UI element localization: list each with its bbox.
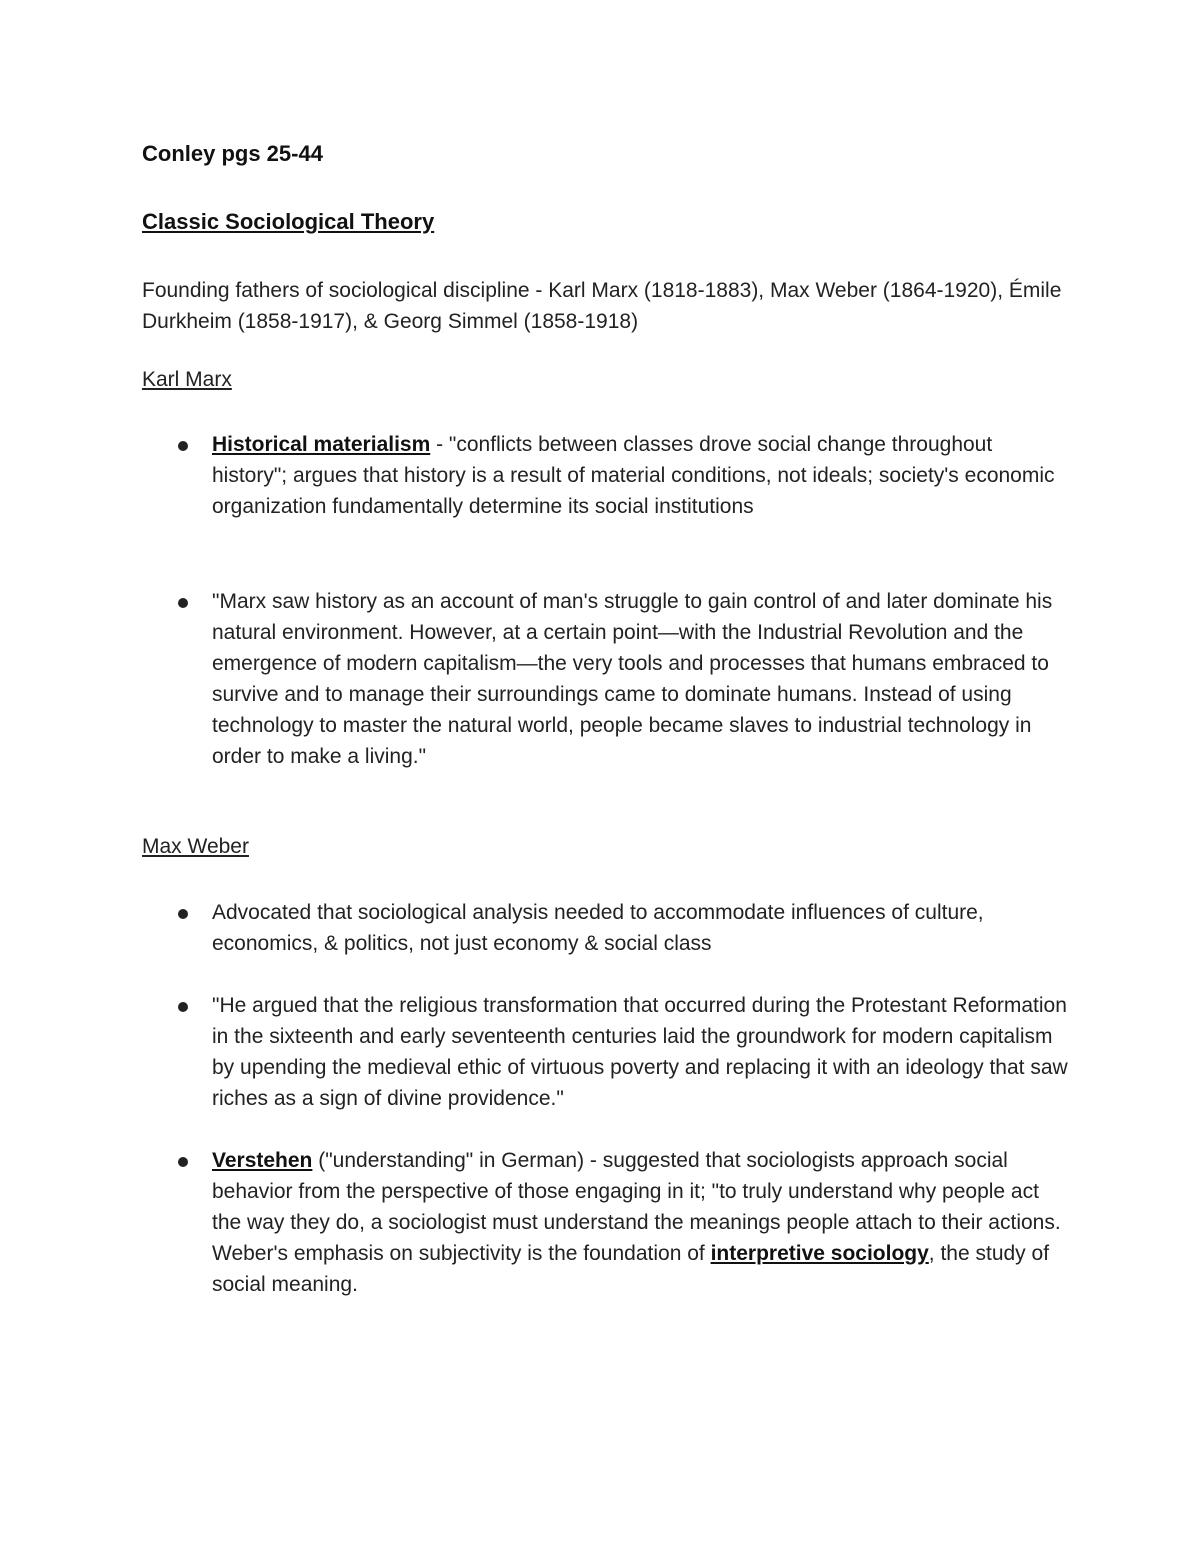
max-weber-heading: Max Weber: [142, 835, 249, 858]
term-interpretive-sociology: interpretive sociology: [710, 1242, 929, 1265]
weber-bullet-analysis: Advocated that sociological analysis needed to accommodate influences of culture, economics, & politics, not just economy & social class: [212, 901, 984, 955]
bullet-dot: [178, 441, 188, 451]
intro-paragraph: Founding fathers of sociological discipline - Karl Marx (1818-1883), Max Weber (1864-1920), Émile Durkheim (1858-1917), & Georg Simmel (1858-1918): [142, 279, 1062, 333]
bullet-dot: [178, 1157, 188, 1167]
marx-bullet-quote: "Marx saw history as an account of man's struggle to gain control of and later dominate his natural environment. However, at a certain point—with the Industrial Revolution and the emergence of modern capitalism—the very tools and processes that humans embraced to survive and to manage their surroundings came to dominate humans. Instead of using technology to master the natural world, people became slaves to industrial technology in order to make a living.": [212, 590, 1053, 768]
bullet-dot: [178, 1002, 188, 1012]
document-title: Conley pgs 25-44: [142, 141, 323, 166]
bullet-tail-text: , the study of social meaning.: [212, 1242, 1050, 1296]
karl-marx-heading: Karl Marx: [142, 368, 232, 391]
weber-bullet-quote: "He argued that the religious transformation that occurred during the Protestant Reformation in the sixteenth and early seventeenth centuries laid the groundwork for modern capitalism by upending the medieval ethic of virtuous poverty and replacing it with an ideology that saw riches as a sign of divine providence.": [212, 994, 1068, 1110]
bullet-text: - "conflicts between classes drove social change throughout history"; argues that history is a result of material conditions, not ideals; society's economic organization fundamentally determine its social institutions: [212, 433, 1055, 518]
bullet-text: ("understanding" in German) - suggested that sociologists approach social behavior from the perspective of those engaging in it; "to truly understand why people act the way they do, a sociologist must understand the meanings people attach to their actions. Weber's emphasis on subjectivity is the foundation of: [212, 1149, 1061, 1265]
bullet-dot: [178, 598, 188, 608]
weber-bullet-verstehen: [212, 1145, 1072, 1300]
term-verstehen: Verstehen: [212, 1149, 313, 1172]
term-historical-materialism: Historical materialism: [212, 433, 431, 456]
marx-bullet-historical-materialism: [212, 429, 1072, 522]
section-heading: Classic Sociological Theory: [142, 209, 435, 234]
bullet-dot: [178, 909, 188, 919]
